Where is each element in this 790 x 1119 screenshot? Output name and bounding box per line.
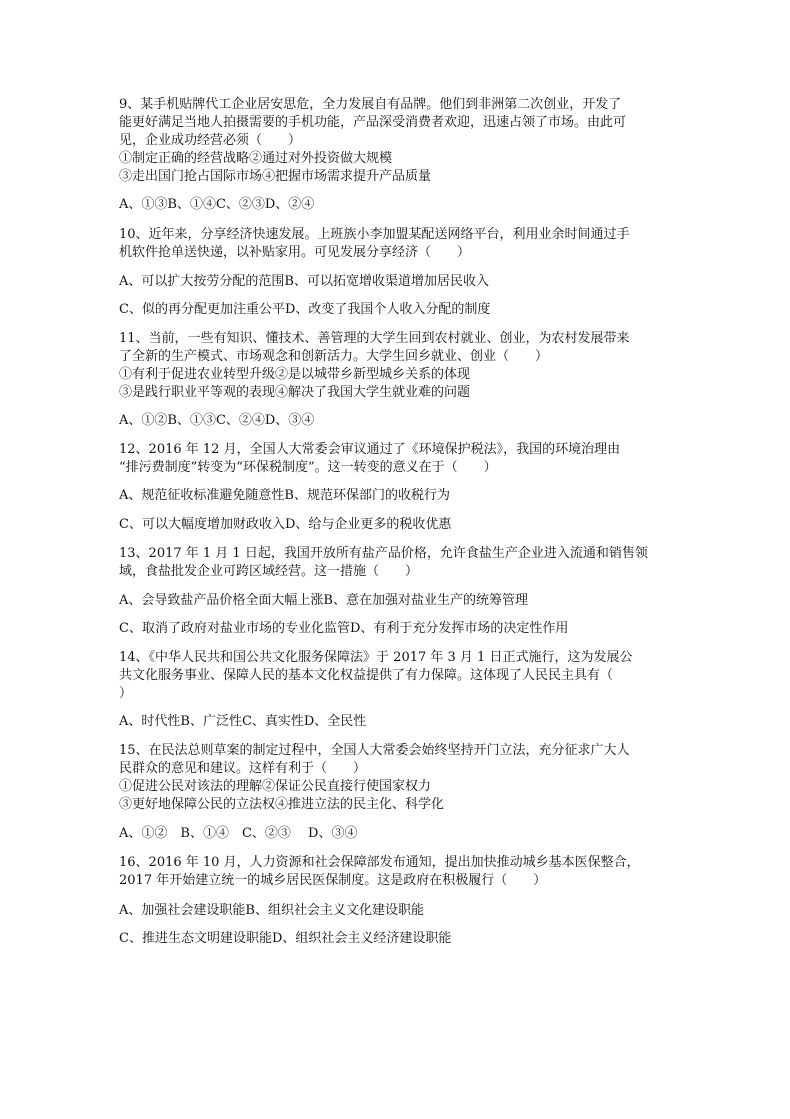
q16-stem-line-1: 16、2016 年 10 月，人力资源和社会保障部发布通知，提出加快推动城乡基本医保整合， xyxy=(119,855,640,870)
q11-option-line-2: ③是践行职业平等观的表现④解决了我国大学生就业难的问题 xyxy=(119,385,471,400)
q15-answers: A、①② B、①④ C、②③ D、③④ xyxy=(119,826,358,841)
q9-stem-line-2: 能更好满足当地人拍摄需要的手机功能，产品深受消费者欢迎，迅速占领了市场。由此可 xyxy=(119,115,627,130)
q9-option-line-1: ①制定正确的经营战略②通过对外投资做大规模 xyxy=(119,151,393,166)
q14-stem-line-2: 共文化服务事业、保障人民的基本文化权益提供了有力保障。这体现了人民民主具有（ xyxy=(119,668,614,683)
q13-stem-line-2: 域，食盐批发企业可跨区域经营。这一措施（ ） xyxy=(119,564,419,579)
q10-answers-line-2: C、似的再分配更加注重公平D、改变了我国个人收入分配的制度 xyxy=(119,302,491,317)
q14-stem-line-3: ） xyxy=(119,686,133,701)
q11-stem-line-1: 11、当前，一些有知识、懂技术、善管理的大学生回到农村就业、创业，为农村发展带来 xyxy=(119,331,630,346)
q15-option-line-1: ①促进公民对该法的理解②保证公民直接行使国家权力 xyxy=(119,779,432,794)
q10-stem-line-1: 10、近年来，分享经济快速发展。上班族小李加盟某配送网络平台，利用业余时间通过手 xyxy=(119,227,630,242)
q16-answers-line-2: C、推进生态文明建设职能D、组织社会主义经济建设职能 xyxy=(119,931,452,946)
q11-stem-line-2: 了全新的生产模式、市场观念和创新活力。大学生回乡就业、创业（ ） xyxy=(119,349,549,364)
q9-stem-line-3: 见，企业成功经营必须（ ） xyxy=(119,133,302,148)
q14-answers: A、时代性B、广泛性C、真实性D、全民性 xyxy=(119,714,367,729)
q16-stem-line-2: 2017 年开始建立统一的城乡居民医保制度。这是政府在积极履行（ ） xyxy=(119,873,547,888)
q12-stem-line-1: 12、2016 年 12 月，全国人大常委会审议通过了《环境保护税法》，我国的环境治理由 xyxy=(119,442,621,457)
q12-answers-line-1: A、规范征收标准避免随意性B、规范环保部门的收税行为 xyxy=(119,488,450,503)
q15-stem-line-2: 民群众的意见和建议。这样有利于（ ） xyxy=(119,761,367,776)
q10-answers-line-1: A、可以扩大按劳分配的范围B、可以拓宽增收渠道增加居民收入 xyxy=(119,274,489,289)
q13-answers-line-2: C、取消了政府对盐业市场的专业化监管D、有利于充分发挥市场的决定性作用 xyxy=(119,621,569,636)
q16-answers-line-1: A、加强社会建设职能B、组织社会主义文化建设职能 xyxy=(119,903,424,918)
q15-option-line-2: ③更好地保障公民的立法权④推进立法的民主化、科学化 xyxy=(119,797,445,812)
q11-option-line-1: ①有利于促进农业转型升级②是以城带乡新型城乡关系的体现 xyxy=(119,367,471,382)
q13-stem-line-1: 13、2017 年 1 月 1 日起，我国开放所有盐产品价格，允许食盐生产企业进入流通和销售领 xyxy=(119,546,648,561)
q9-stem-line-1: 9、某手机贴牌代工企业居安思危，全力发展自有品牌。他们到非洲第二次创业，开发了 xyxy=(119,97,622,112)
q12-answers-line-2: C、可以大幅度增加财政收入D、给与企业更多的税收优惠 xyxy=(119,517,452,532)
q11-answers: A、①②B、①③C、②④D、③④ xyxy=(119,413,315,428)
q9-option-line-2: ③走出国门抢占国际市场④把握市场需求提升产品质量 xyxy=(119,169,432,184)
q9-answers: A、①③B、①④C、②③D、②④ xyxy=(119,197,315,212)
q14-stem-line-1: 14、《中华人民共和国公共文化服务保障法》于 2017 年 3 月 1 日正式施行，这为发展公 xyxy=(119,650,633,665)
q15-stem-line-1: 15、在民法总则草案的制定过程中，全国人大常委会始终坚持开门立法，充分征求广大人 xyxy=(119,743,630,758)
q13-answers-line-1: A、会导致盐产品价格全面大幅上涨B、意在加强对盐业生产的统筹管理 xyxy=(119,593,528,608)
q12-stem-line-2: “排污费制度”转变为“环保税制度”。这一转变的意义在于（ ） xyxy=(119,460,497,475)
q10-stem-line-2: 机软件抢单送快递，以补贴家用。可见发展分享经济（ ） xyxy=(119,245,471,260)
